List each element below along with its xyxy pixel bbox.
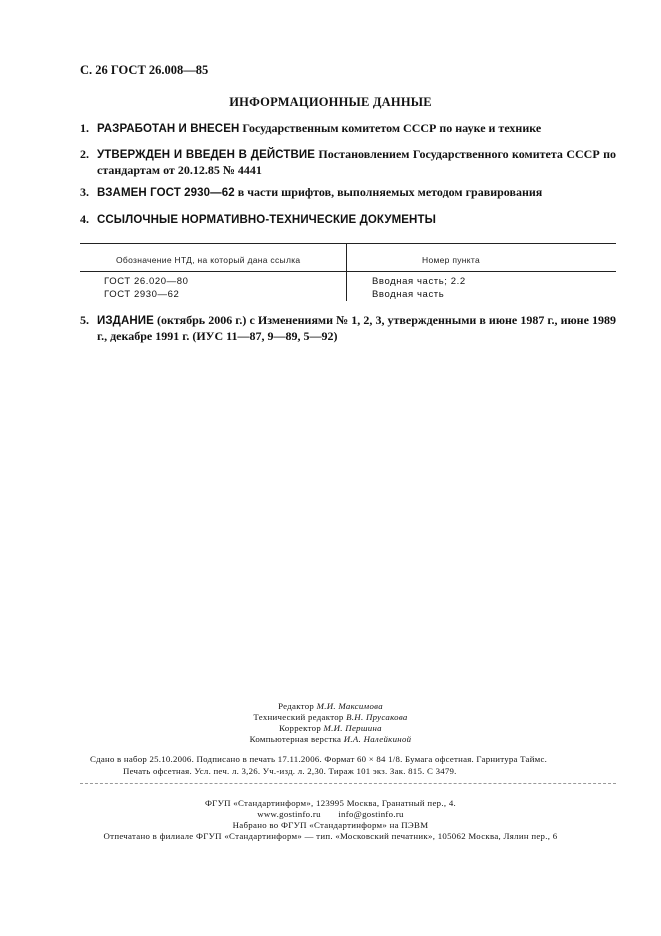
credit-proofreader bbox=[0, 723, 661, 734]
item-lead: ССЫЛОЧНЫЕ НОРМАТИВНО-ТЕХНИЧЕСКИЕ ДОКУМЕНТЫ bbox=[97, 214, 436, 226]
credit-name: И.А. Налейкиной bbox=[343, 734, 412, 744]
print-info-line-2: Печать офсетная. Усл. печ. л. 3,26. Уч.-изд. л. 2,30. Тираж 101 экз. Зак. 815. С 3479. bbox=[123, 766, 457, 776]
credit-layout bbox=[0, 734, 661, 745]
credit-role: Редактор bbox=[278, 701, 315, 711]
publisher-address: ФГУП «Стандартинформ», 123995 Москва, Гранатный пер., 4. bbox=[204, 798, 457, 808]
item-text: Постановлением Государственного комитета СССР по стандартам от 20.12.85 № 4441 bbox=[97, 147, 616, 177]
info-item-5 bbox=[80, 313, 616, 344]
item-lead: РАЗРАБОТАН И ВНЕСЕН bbox=[97, 123, 240, 135]
credit-role: Технический редактор bbox=[253, 712, 344, 722]
item-lead: ИЗДАНИЕ bbox=[97, 315, 154, 327]
table-header-clause: Номер пункта bbox=[422, 255, 481, 265]
table-cell-clause: Вводная часть bbox=[372, 289, 445, 300]
credit-name: М.И. Максимова bbox=[316, 701, 383, 711]
credit-name: М.И. Першина bbox=[323, 723, 382, 733]
item-number: 4. bbox=[80, 212, 89, 226]
item-text: в части шрифтов, выполняемых методом гравирования bbox=[234, 185, 543, 199]
table-cell-clause: Вводная часть; 2.2 bbox=[372, 276, 466, 287]
credit-editor bbox=[0, 701, 661, 712]
info-item-3 bbox=[80, 185, 616, 201]
credit-name: В.Н. Прусакова bbox=[346, 712, 408, 722]
table-cell-doc: ГОСТ 2930—62 bbox=[104, 289, 180, 300]
item-number: 3. bbox=[80, 185, 89, 199]
table-column-divider bbox=[346, 243, 347, 301]
publisher-printer-note: Отпечатано в филиале ФГУП «Стандартинформ» — тип. «Московский печатник», 105062 Москва, Лялин пер., 6 bbox=[103, 831, 558, 841]
item-lead: ВЗАМЕН ГОСТ 2930—62 bbox=[97, 187, 235, 199]
item-text: Государственным комитетом СССР по науке и технике bbox=[239, 121, 542, 135]
info-item-2 bbox=[80, 147, 616, 178]
table-header-rule bbox=[80, 271, 616, 272]
publisher-contacts bbox=[0, 809, 661, 820]
credit-tech-editor bbox=[0, 712, 661, 723]
separator-rule bbox=[80, 783, 616, 784]
page-header: С. 26 ГОСТ 26.008—85 bbox=[80, 63, 209, 77]
print-info-line-1: Сдано в набор 25.10.2006. Подписано в печать 17.11.2006. Формат 60 × 84 1/8. Бумага офсетная. Гарнитура Таймс. bbox=[90, 754, 548, 764]
item-number: 5. bbox=[80, 313, 89, 327]
publisher-typeset-note: Набрано во ФГУП «Стандартинформ» на ПЭВМ bbox=[232, 820, 429, 830]
credit-role: Корректор bbox=[279, 723, 322, 733]
table-cell-doc: ГОСТ 26.020—80 bbox=[104, 276, 189, 287]
ntd-table bbox=[80, 243, 616, 301]
table-header-doc: Обозначение НТД, на который дана ссылка bbox=[116, 255, 301, 265]
section-title: ИНФОРМАЦИОННЫЕ ДАННЫЕ bbox=[229, 95, 432, 109]
info-item-4 bbox=[80, 212, 616, 228]
item-lead: УТВЕРЖДЕН И ВВЕДЕН В ДЕЙСТВИЕ bbox=[97, 149, 316, 161]
credit-role: Компьютерная верстка bbox=[249, 734, 342, 744]
info-item-1 bbox=[80, 121, 616, 137]
item-number: 1. bbox=[80, 121, 89, 135]
publisher-email-link[interactable]: info@gostinfo.ru bbox=[338, 809, 404, 819]
item-text: (октябрь 2006 г.) с Изменениями № 1, 2, 3, утвержденными в июне 1987 г., июне 1989 г., декабре 1991 г. (ИУС 11—87, 9—89, 5—92) bbox=[97, 313, 616, 343]
publisher-website-link[interactable]: www.gostinfo.ru bbox=[257, 809, 321, 819]
table-top-rule bbox=[80, 243, 616, 244]
item-number: 2. bbox=[80, 147, 89, 161]
